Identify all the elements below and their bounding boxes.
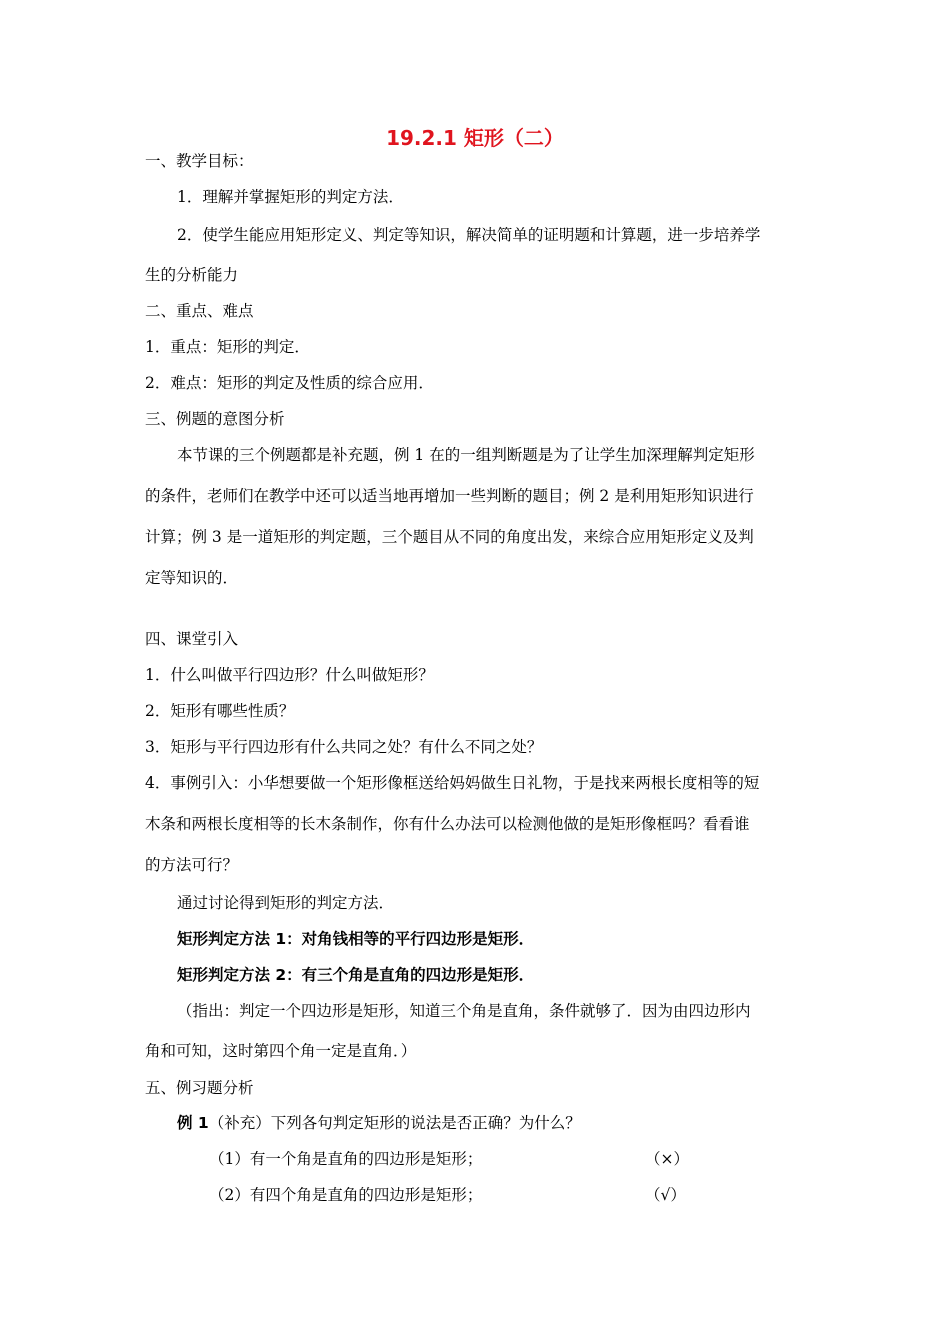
intro-question-1: 1．什么叫做平行四边形？什么叫做矩形？	[145, 666, 434, 684]
section-heading-key-points: 二、重点、难点	[145, 302, 254, 320]
rectangle-method-1: 矩形判定方法 1：对角钱相等的平行四边形是矩形．	[177, 930, 535, 948]
example-1-item-1-answer: （×）	[645, 1150, 689, 1168]
intent-paragraph-line-1: 本节课的三个例题都是补充题，例 1 在的一组判断题是为了让学生加深理解判定矩形	[177, 446, 755, 464]
example-1-item-2-answer: （√）	[645, 1186, 686, 1204]
objective-2-line-2: 生的分析能力	[145, 266, 239, 284]
example-1-label: 例 1	[177, 1114, 209, 1132]
intent-paragraph-line-4: 定等知识的．	[145, 569, 239, 587]
section-heading-objectives: 一、教学目标：	[145, 152, 254, 170]
rectangle-method-2: 矩形判定方法 2：有三个角是直角的四边形是矩形．	[177, 966, 535, 984]
intro-question-2: 2．矩形有哪些性质？	[145, 702, 295, 720]
example-1-item-1	[209, 1148, 482, 1170]
objective-1: 1．理解并掌握矩形的判定方法．	[177, 188, 404, 206]
intro-question-4-line-3: 的方法可行？	[145, 856, 239, 874]
intro-question-3: 3．矩形与平行四边形有什么共同之处？有什么不同之处？	[145, 738, 543, 756]
key-point-1: 1．重点：矩形的判定．	[145, 338, 310, 356]
example-1-item-2-text: （2）有四个角是直角的四边形是矩形；	[209, 1186, 483, 1204]
note-line-2: 角和可知，这时第四个角一定是直角．）	[145, 1042, 417, 1060]
example-1-item-1-text: （1）有一个角是直角的四边形是矩形；	[209, 1150, 483, 1168]
intent-paragraph-line-3: 计算；例 3 是一道矩形的判定题，三个题目从不同的角度出发，来综合应用矩形定义及判	[145, 528, 754, 546]
section-heading-introduction: 四、课堂引入	[145, 630, 239, 648]
example-1-prompt	[177, 1112, 581, 1134]
intro-question-4-line-1: 4．事例引入：小华想要做一个矩形像框送给妈妈做生日礼物，于是找来两根长度相等的短	[145, 774, 760, 792]
note-line-1: （指出：判定一个四边形是矩形，知道三个角是直角，条件就够了．因为由四边形内	[177, 1002, 751, 1020]
key-point-2: 2．难点：矩形的判定及性质的综合应用．	[145, 374, 434, 392]
page-title: 19.2.1 矩形（二）	[386, 126, 564, 150]
discussion-result: 通过讨论得到矩形的判定方法．	[177, 894, 395, 912]
objective-2-line-1: 2．使学生能应用矩形定义、判定等知识，解决简单的证明题和计算题，进一步培养学	[177, 226, 761, 244]
example-1-text: （补充）下列各句判定矩形的说法是否正确？为什么？	[208, 1114, 581, 1132]
intro-question-4-line-2: 木条和两根长度相等的长木条制作，你有什么办法可以检测他做的是矩形像框吗？看看谁	[145, 815, 750, 833]
example-1-item-2	[209, 1184, 482, 1206]
section-heading-example-intent: 三、例题的意图分析	[145, 410, 285, 428]
intent-paragraph-line-2: 的条件，老师们在教学中还可以适当地再增加一些判断的题目；例 2 是利用矩形知识进行	[145, 487, 754, 505]
section-heading-exercises: 五、例习题分析	[145, 1079, 254, 1097]
